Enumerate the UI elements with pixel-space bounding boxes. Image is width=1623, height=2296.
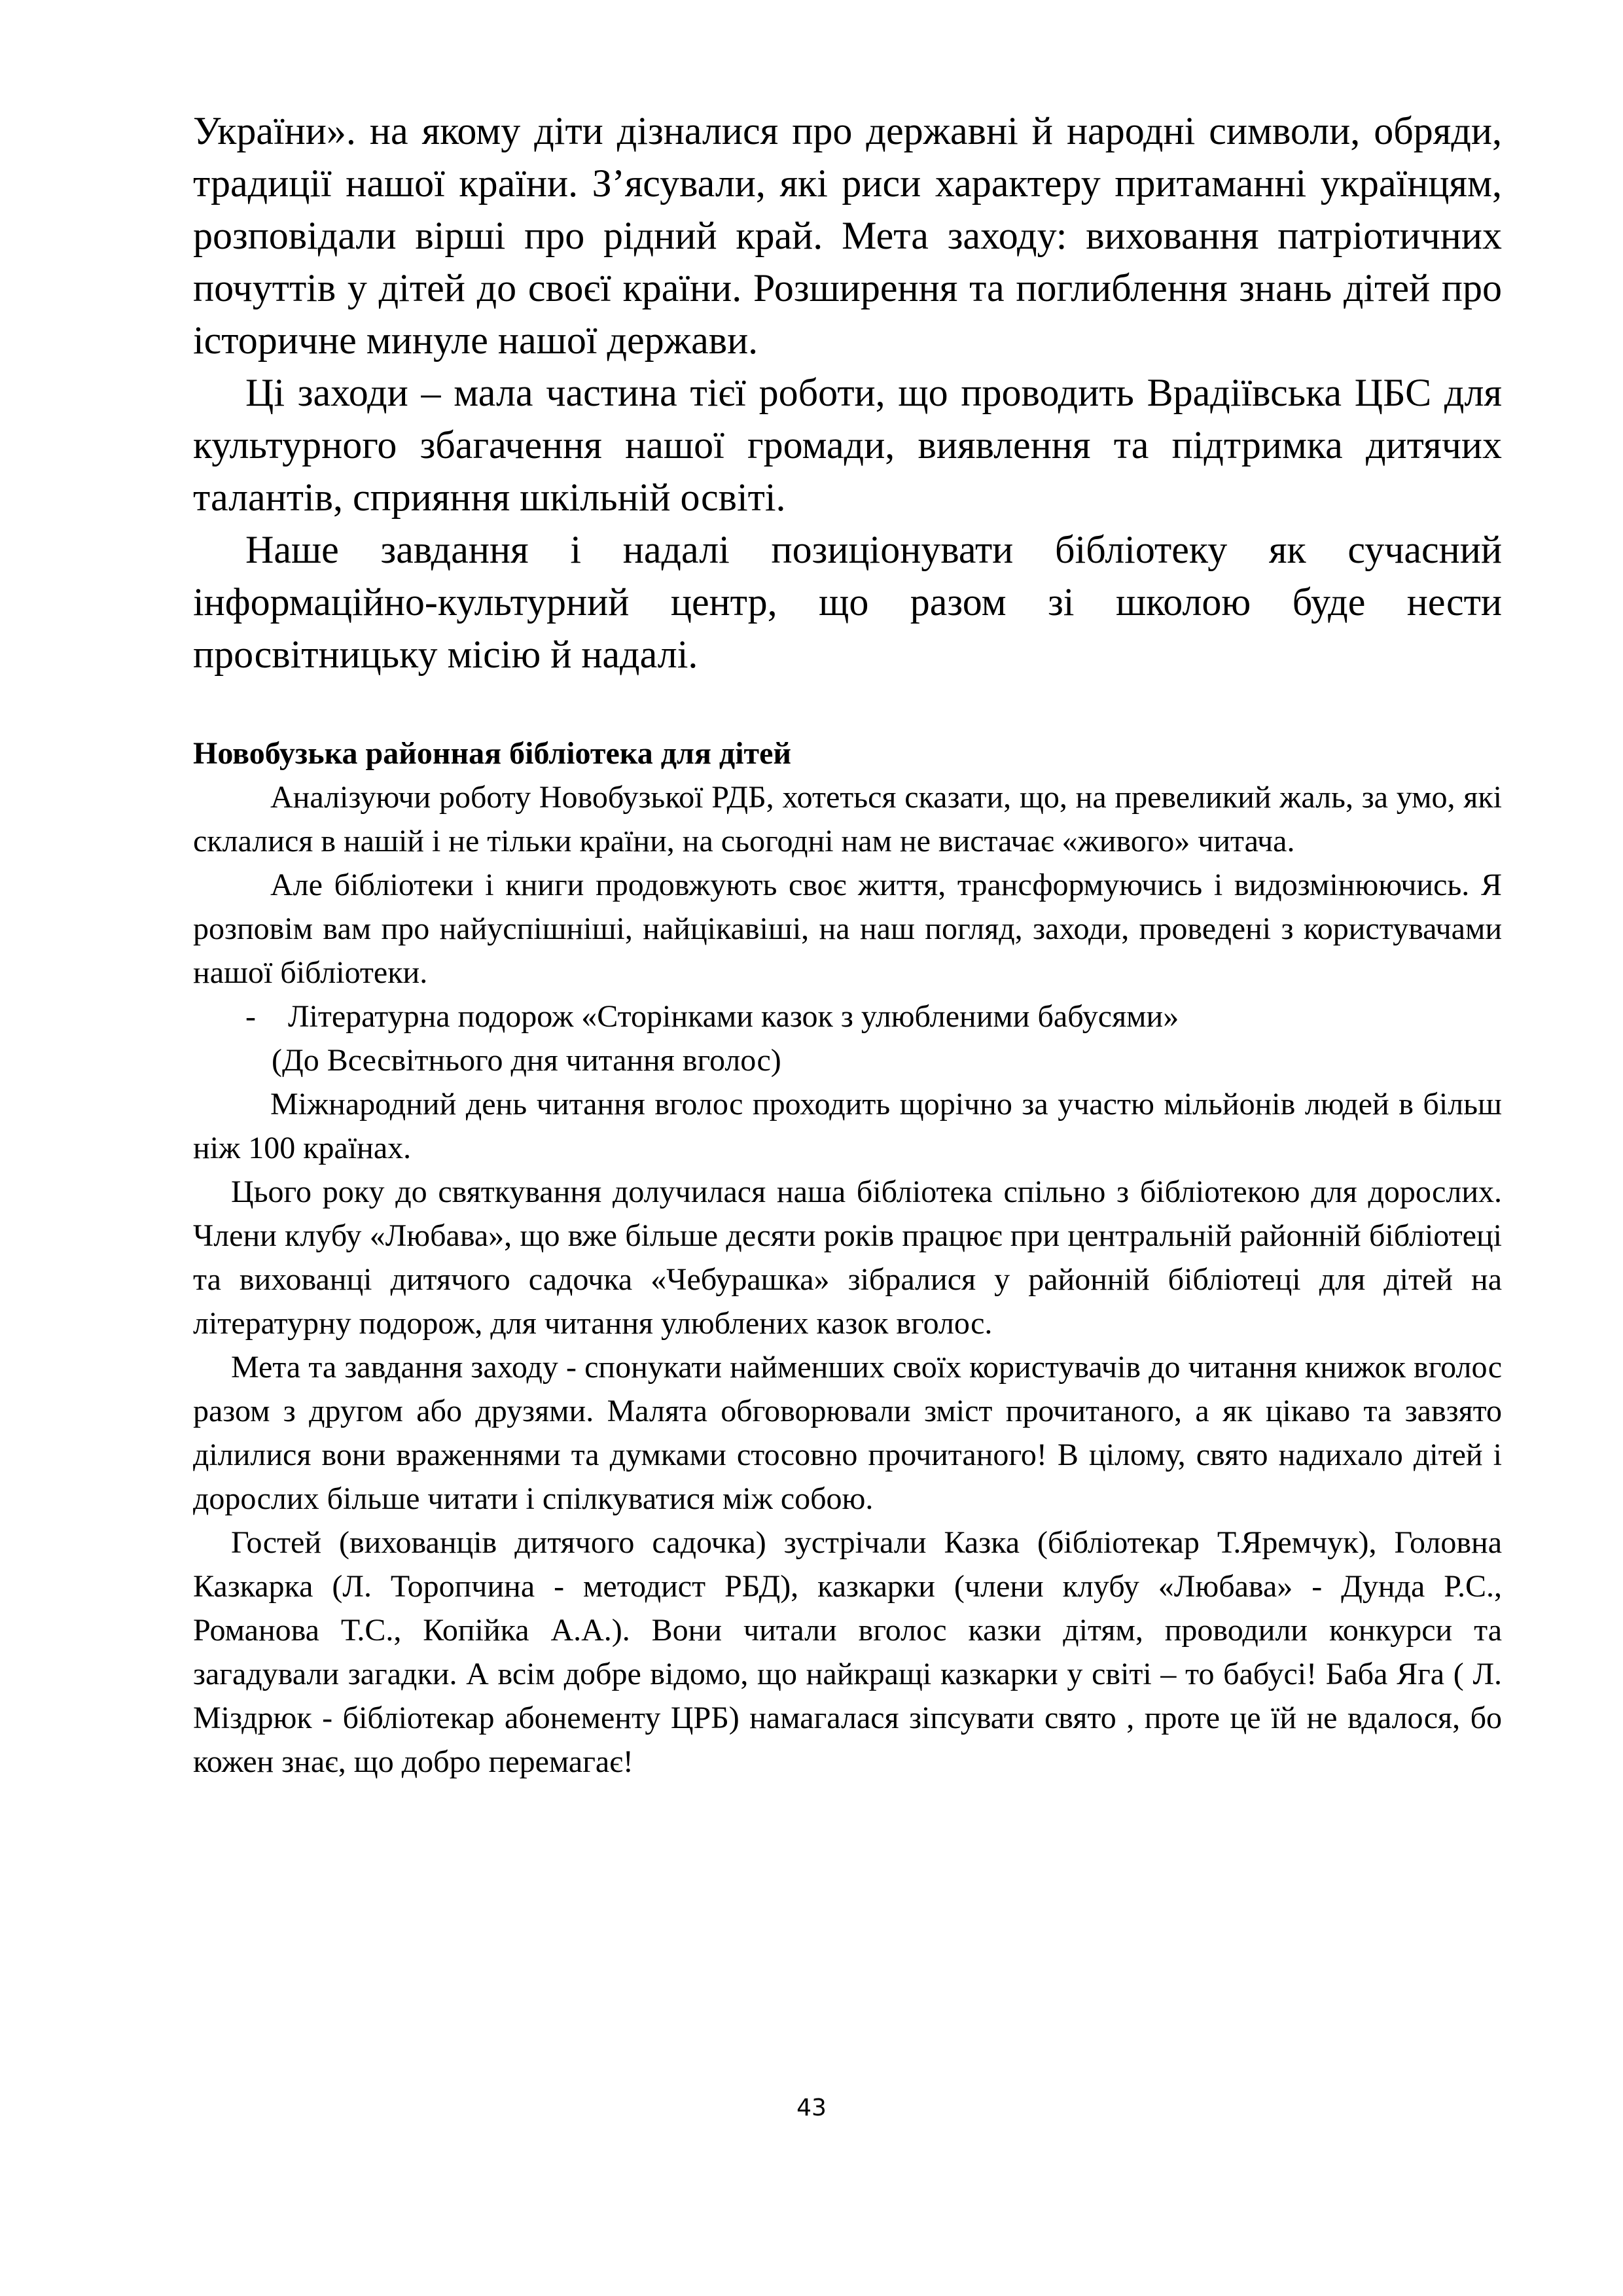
section-paragraph: Але бібліотеки і книги продовжують своє життя, трансформуючись і видозмінюючись. Я розповім вам про найуспішніші, найцікавіші, на наш погляд, заходи, проведені з користувачами нашої бібліотеки. [193, 868, 1502, 990]
section-paragraph: Мета та завдання заходу - спонукати найменших своїх користувачів до читання книжок вголос разом з другом або друзями. Малята обговорювали зміст прочитаного, а як цікаво та завзято ділилися вони враженнями та думками стосовно прочитаного! В цілому, свято надихало дітей і дорослих більше читати і спілкуватися між собою. [193, 1350, 1502, 1516]
intro-paragraph: Наше завдання і надалі позиціонувати бібліотеку як сучасний інформаційно-культурний центр, що разом зі школою буде нести просвітницьку місію й надалі. [193, 528, 1502, 676]
intro-paragraph: Ці заходи – мала частина тієї роботи, що проводить Врадіївська ЦБС для культурного збагачення нашої громади, виявлення та підтримка дитячих талантів, сприяння шкільній освіті. [193, 371, 1502, 519]
section-paragraph: Міжнародний день читання вголос проходить щорічно за участю мільйонів людей в більш ніж 100 країнах. [193, 1087, 1502, 1165]
page-number: 43 [796, 2094, 827, 2121]
section-title: Новобузька районная бібліотека для дітей [193, 736, 792, 771]
document-page [193, 105, 1502, 1784]
intro-block [193, 105, 1502, 680]
intro-paragraph: України». на якому діти дізналися про державні й народні символи, обряди, традиції нашої країни. З’ясували, які риси характеру притаманні українцям, розповідали вірші про рідний край. Мета заходу: виховання патріотичних почуттів у дітей до своєї країни. Розширення та поглиблення знань дітей про історичне минуле нашої держави. [193, 109, 1502, 362]
library-section [193, 732, 1502, 1784]
bullet-subtitle: (До Всесвітнього дня читання вголос) [272, 1043, 781, 1078]
bullet-item [193, 995, 1502, 1038]
section-paragraph: Цього року до святкування долучилася наша бібліотека спільно з бібліотекою для дорослих. Члени клубу «Любава», що вже більше десяти років працює при центральній районній бібліотеці та вихованці дитячого садочка «Чебурашка» зібралися у районній бібліотеці для дітей на літературну подорож, для читання улюблених казок вголос. [193, 1174, 1502, 1341]
bullet-marker: - [245, 999, 256, 1034]
bullet-text: Літературна подорож «Сторінками казок з улюбленими бабусями» [288, 999, 1179, 1034]
section-paragraph: Аналізуючи роботу Новобузької РДБ, хотеться сказати, що, на превеликий жаль, за умо, які склалися в нашій і не тільки країни, на сьогодні нам не вистачає «живого» читача. [193, 780, 1502, 858]
section-paragraph: Гостей (вихованців дитячого садочка) зустрічали Казка (бібліотекар Т.Яремчук), Головна Казкарка (Л. Торопчина - методист РБД), казкарки (члени клубу «Любава» - Дунда Р.С., Романова Т.С., Копійка А.А.). Вони читали вголос казки дітям, проводили конкурси та загадували загадки. А всім добре відомо, що найкращі казкарки у світі – то бабусі! Баба Яга ( Л. Міздрюк - бібліотекар абонементу ЦРБ) намагалася зіпсувати свято , проте це їй не вдалося, бо кожен знає, що добро перемагає! [193, 1525, 1502, 1779]
